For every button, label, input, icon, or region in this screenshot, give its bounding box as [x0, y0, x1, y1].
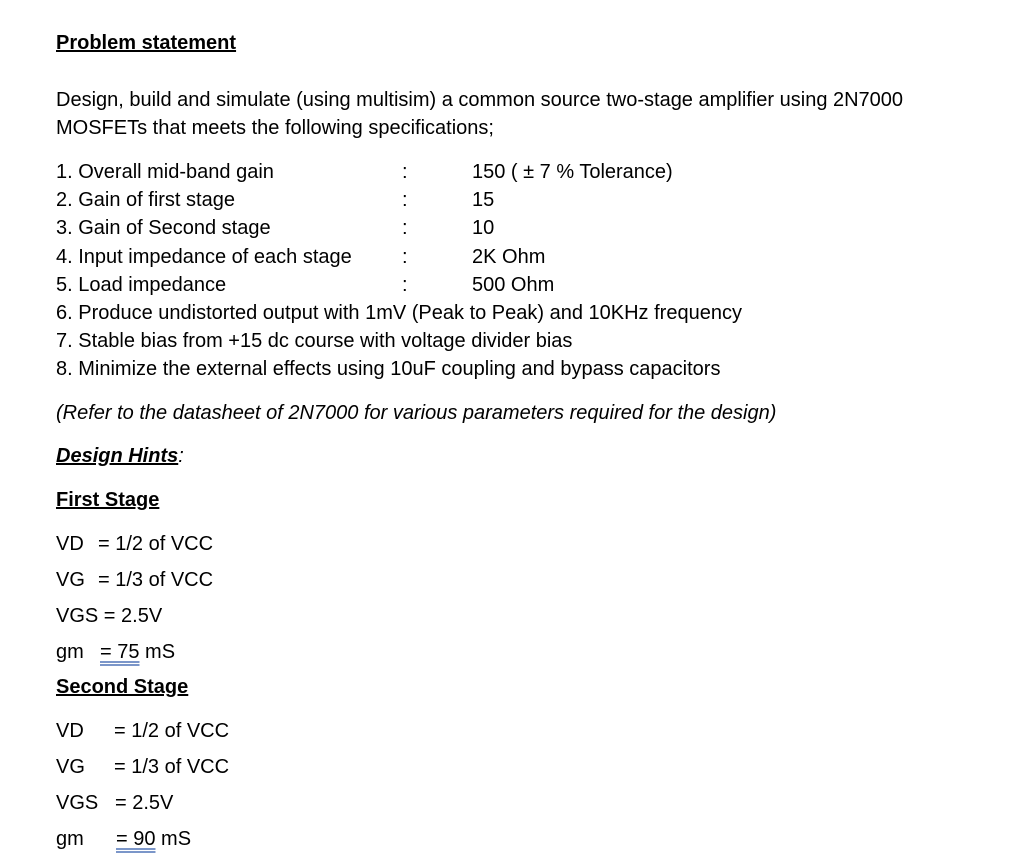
first-vgs: VGS = 2.5V: [56, 605, 163, 627]
design-hints-label: Design Hints: [56, 445, 179, 467]
second-stage-heading: Second Stage: [56, 676, 189, 698]
spec-colon: :: [402, 217, 408, 239]
spec-label: 1. Overall mid-band gain: [56, 161, 274, 183]
first-vg-value: = 1/3 of VCC: [98, 569, 214, 591]
spec-value: 2K Ohm: [472, 246, 546, 268]
second-gm-unit: mS: [161, 828, 192, 850]
second-vd-label: VD: [56, 720, 84, 742]
second-vd-value: = 1/2 of VCC: [114, 720, 230, 742]
design-hints-colon: :: [178, 445, 184, 467]
second-vg-value: = 1/3 of VCC: [114, 756, 230, 778]
design-hints-heading: [56, 444, 184, 468]
spec-value: 10: [472, 217, 495, 239]
first-gm-unit: mS: [145, 641, 176, 663]
intro-line-1: Design, build and simulate (using multisim) a common source two-stage amplifier using 2N7000: [56, 89, 904, 111]
spec-value: 15: [472, 189, 495, 211]
first-gm-equals-value: = 75: [100, 641, 140, 663]
spec-label: 4. Input impedance of each stage: [56, 246, 352, 268]
spec-label: 5. Load impedance: [56, 274, 227, 296]
second-vgs-label: VGS: [56, 792, 99, 814]
spec-colon: :: [402, 189, 408, 211]
first-vg-label: VG: [56, 569, 85, 591]
list-item: 7. Stable bias from +15 dc course with voltage divider bias: [56, 330, 573, 352]
spec-value: 150 ( ± 7 % Tolerance): [472, 161, 673, 183]
list-item: 8. Minimize the external effects using 10uF coupling and bypass capacitors: [56, 358, 721, 380]
spec-label: 2. Gain of first stage: [56, 189, 235, 211]
spec-colon: :: [402, 161, 408, 183]
datasheet-note: (Refer to the datasheet of 2N7000 for various parameters required for the design): [56, 402, 777, 424]
first-vd-label: VD: [56, 533, 84, 555]
spec-colon: :: [402, 274, 408, 296]
second-vg-label: VG: [56, 756, 85, 778]
list-item: 6. Produce undistorted output with 1mV (Peak to Peak) and 10KHz frequency: [56, 302, 742, 324]
intro-line-2: MOSFETs that meets the following specifications;: [56, 117, 494, 139]
second-vgs-value: = 2.5V: [115, 792, 174, 814]
second-gm-label: gm: [56, 828, 84, 850]
first-gm-label: gm: [56, 641, 84, 663]
spec-label: 3. Gain of Second stage: [56, 217, 271, 239]
second-gm-value: [116, 827, 191, 851]
second-gm-equals-value: = 90: [116, 828, 156, 850]
spec-colon: :: [402, 246, 408, 268]
first-gm-value: [100, 640, 175, 664]
spec-value: 500 Ohm: [472, 274, 555, 296]
first-stage-heading: First Stage: [56, 489, 160, 511]
first-vd-value: = 1/2 of VCC: [98, 533, 214, 555]
document-title: Problem statement: [56, 32, 237, 54]
